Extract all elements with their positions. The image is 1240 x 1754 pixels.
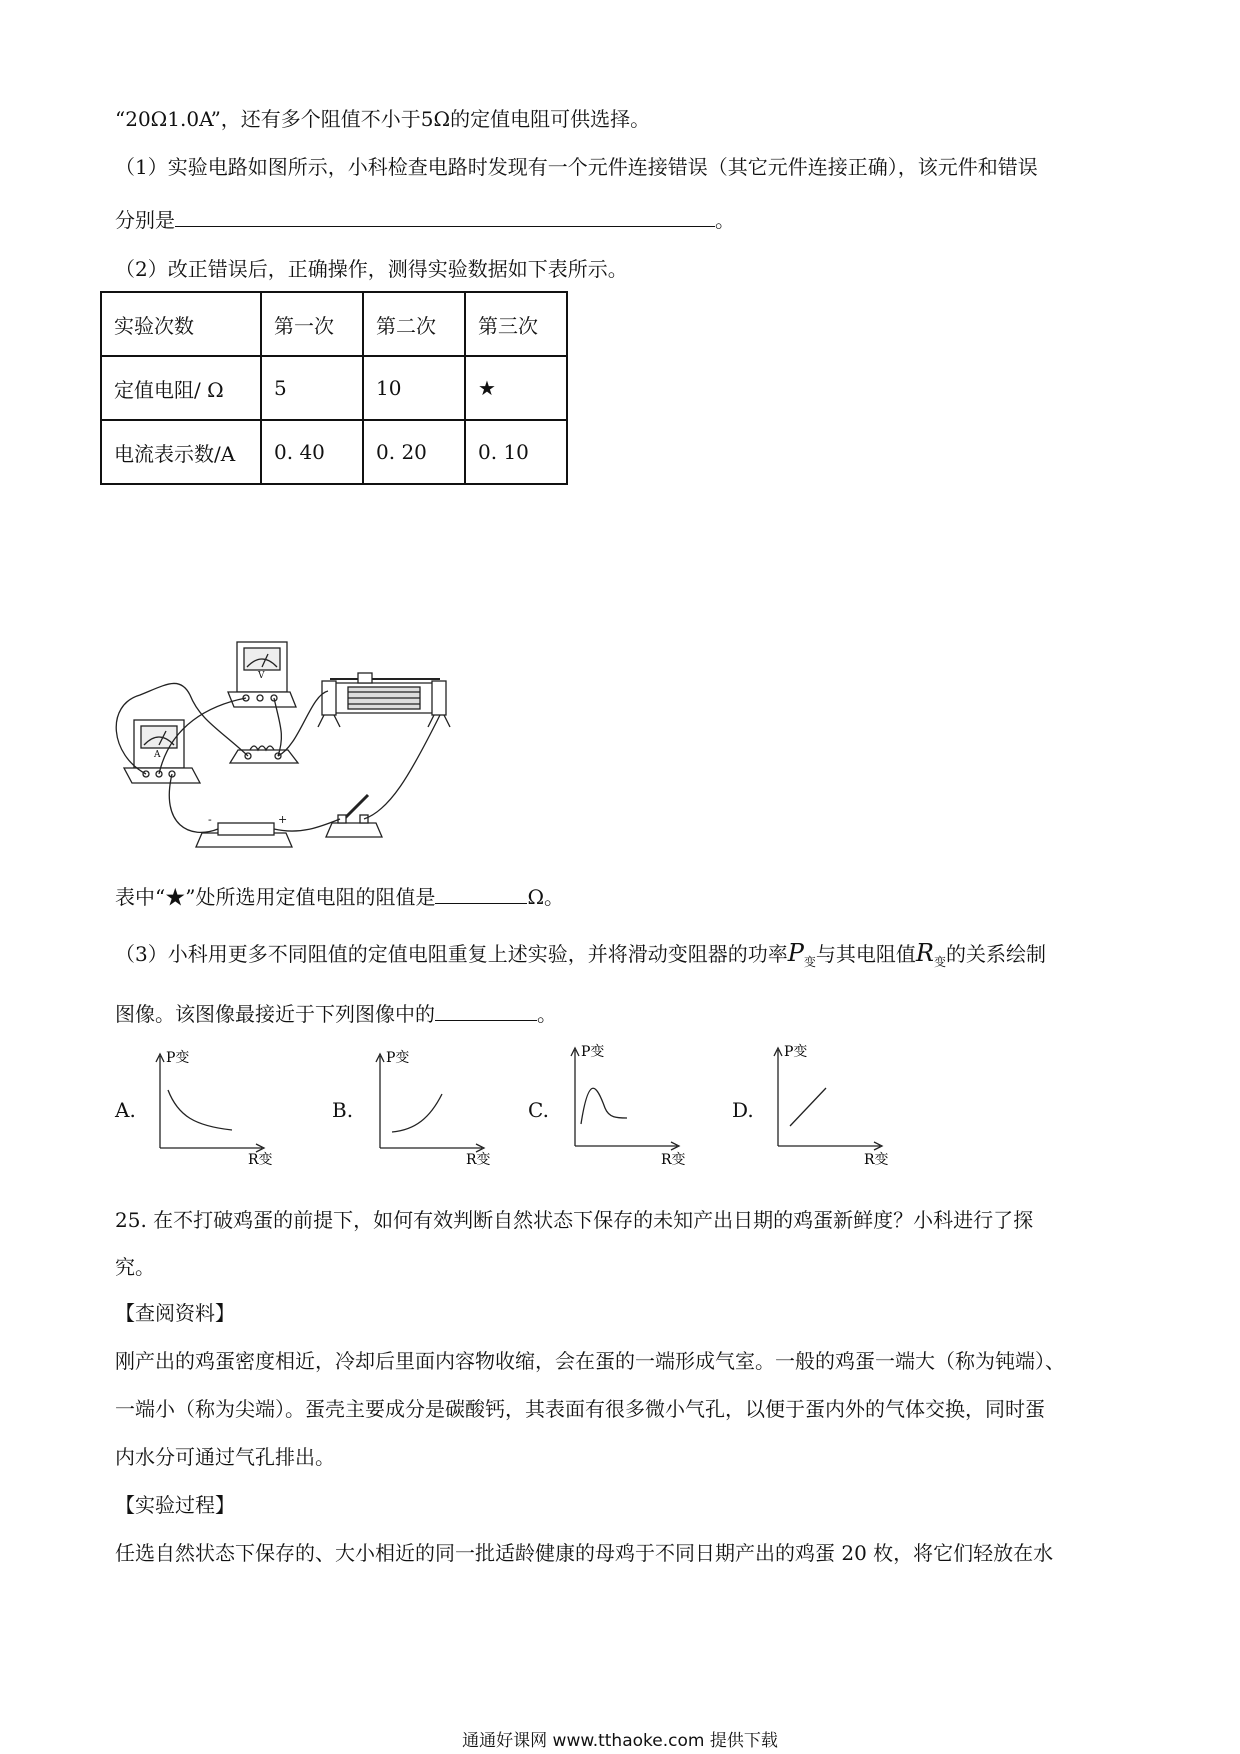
q3-text-c: 的关系绘制	[946, 942, 1046, 966]
p-symbol: P	[787, 939, 804, 967]
section-heading: 【实验过程】	[115, 1493, 235, 1517]
table-row	[101, 420, 567, 484]
q1-answer-blank[interactable]	[175, 204, 715, 227]
y-axis-label: P变	[784, 1044, 808, 1060]
option-c-graph	[565, 1042, 695, 1166]
r-symbol: R	[915, 939, 934, 967]
q3-answer-blank[interactable]	[435, 998, 537, 1021]
option-a-graph	[150, 1048, 280, 1166]
switch-icon	[326, 795, 382, 837]
q3-suffix: 。	[537, 1002, 557, 1026]
x-axis-label: R变	[661, 1152, 686, 1166]
q3-text-a: （3）小科用更多不同阻值的定值电阻重复上述实验，并将滑动变阻器的功率	[115, 942, 788, 966]
section-heading: 【查阅资料】	[115, 1301, 235, 1325]
q1-line1: （1）实验电路如图所示，小科检查电路时发现有一个元件连接错误（其它元件连接正确），该元件和错误	[115, 155, 1038, 179]
table-cell: ★	[465, 356, 567, 420]
table-header-cell: 第二次	[363, 292, 465, 356]
battery-plus-label: +	[278, 813, 288, 826]
footer-text: 通通好课网 www.tthaoke.com 提供下载	[462, 1731, 778, 1751]
q25-line1: 25. 在不打破鸡蛋的前提下，如何有效判断自然状态下保存的未知产出日期的鸡蛋新鲜度？小科进行了探	[115, 1208, 1034, 1232]
para1-line3: 内水分可通过气孔排出。	[115, 1445, 335, 1469]
q2-intro: （2）改正错误后，正确操作，测得实验数据如下表所示。	[115, 257, 628, 281]
option-d-label: D.	[732, 1098, 754, 1122]
table-header-cell: 第一次	[261, 292, 363, 356]
table-cell: 电流表示数/A	[101, 420, 261, 484]
q25-line2: 究。	[115, 1255, 155, 1279]
voltmeter-icon	[228, 642, 296, 707]
y-axis-label: P变	[166, 1050, 190, 1066]
table-cell: 0. 20	[363, 420, 465, 484]
q2-answer-blank[interactable]	[435, 881, 527, 904]
p-subscript: 变	[803, 955, 816, 969]
q3-line1	[115, 938, 1046, 977]
q1-suffix: 。	[715, 208, 735, 232]
table-cell: 10	[363, 356, 465, 420]
q2-question-prefix: 表中“★”处所选用定值电阻的阻值是	[115, 885, 436, 909]
intro-text: “20Ω1.0A”，还有多个阻值不小于5Ω的定值电阻可供选择。	[115, 107, 651, 131]
option-b-graph	[370, 1048, 500, 1166]
q1-line2	[115, 204, 735, 235]
x-axis-label: R变	[864, 1152, 889, 1166]
table-cell: 定值电阻/ Ω	[101, 356, 261, 420]
y-axis-label: P变	[581, 1044, 605, 1060]
option-b-label: B.	[332, 1098, 354, 1122]
option-a-label: A.	[115, 1098, 136, 1122]
circuit-figure	[110, 635, 460, 870]
y-axis-label: P变	[386, 1050, 410, 1066]
wire	[364, 715, 440, 819]
curve	[392, 1094, 442, 1132]
table-header-cell: 第三次	[465, 292, 567, 356]
q2-question	[115, 881, 564, 912]
rheostat-icon	[318, 673, 450, 727]
q3-text-b: 与其电阻值	[815, 942, 916, 966]
q2-question-suffix: Ω。	[527, 885, 565, 909]
table-row	[101, 292, 567, 356]
r-subscript: 变	[933, 955, 946, 969]
table-cell: 5	[261, 356, 363, 420]
para1-line2: 一端小（称为尖端）。蛋壳主要成分是碳酸钙，其表面有很多微小气孔，以便于蛋内外的气体交换，同时蛋	[115, 1397, 1045, 1421]
curve	[790, 1088, 826, 1126]
data-table	[100, 291, 568, 485]
table-header-cell: 实验次数	[101, 292, 261, 356]
table-cell: 0. 10	[465, 420, 567, 484]
table-row	[101, 356, 567, 420]
option-c-label: C.	[528, 1098, 549, 1122]
ammeter-icon	[124, 720, 200, 783]
q3-prefix: 图像。该图像最接近于下列图像中的	[115, 1002, 435, 1026]
x-axis-label: R变	[466, 1152, 491, 1166]
x-axis-label: R变	[248, 1152, 273, 1166]
table-cell: 0. 40	[261, 420, 363, 484]
voltmeter-label: V	[258, 671, 265, 681]
para2-line1: 任选自然状态下保存的、大小相近的同一批适龄健康的母鸡于不同日期产出的鸡蛋 20 枚，将它们轻放在水	[115, 1541, 1054, 1565]
curve	[581, 1088, 627, 1124]
curve	[168, 1090, 232, 1130]
option-d-graph	[768, 1042, 898, 1166]
battery-minus-label: -	[208, 813, 212, 826]
para1-line1: 刚产出的鸡蛋密度相近，冷却后里面内容物收缩，会在蛋的一端形成气室。一般的鸡蛋一端大（称为钝端）、	[115, 1349, 1065, 1373]
q3-line2	[115, 998, 557, 1029]
ammeter-label: A	[154, 750, 161, 760]
q1-prefix: 分别是	[115, 208, 175, 232]
